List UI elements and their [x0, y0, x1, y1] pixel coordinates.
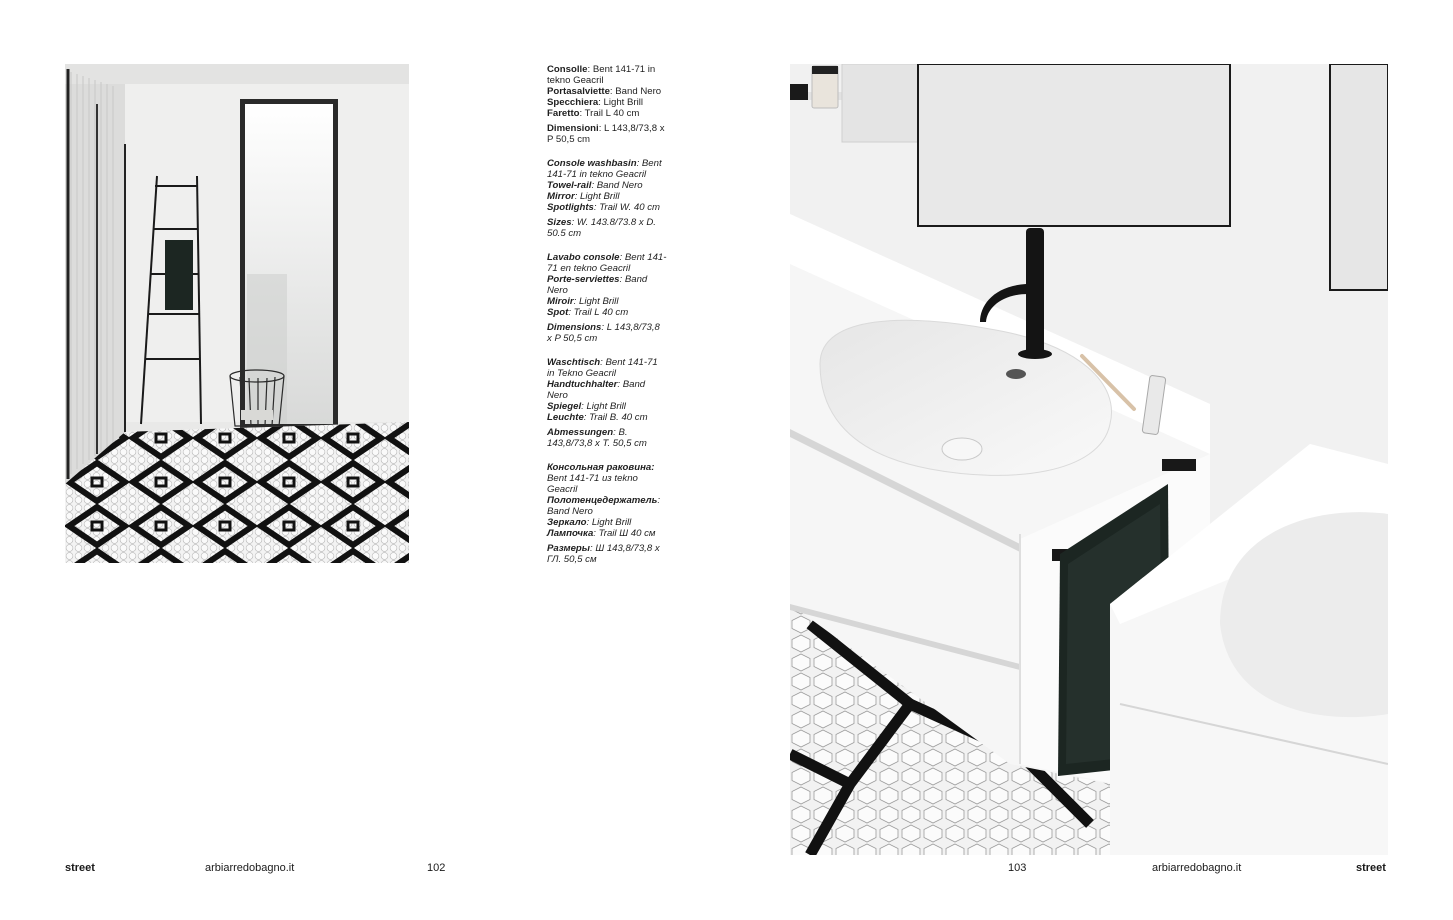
spec-line: [547, 158, 667, 213]
spec-block-de: [547, 357, 667, 449]
spec-line: [547, 357, 667, 423]
spec-value: : Light Brill: [586, 517, 632, 528]
washbasin-photo: [790, 64, 1388, 855]
spec-label: Mirror: [547, 191, 575, 202]
spec-label: Porte-serviettes: [547, 274, 620, 285]
spec-label: Towel-rail: [547, 180, 592, 191]
spec-value: : Band Nero: [547, 274, 648, 296]
spec-block-fr: [547, 252, 667, 344]
spec-label: Зеркало: [547, 517, 587, 528]
left-page-number: 102: [427, 862, 446, 874]
spec-block-it: [547, 64, 667, 145]
spec-label: Consolle: [547, 64, 588, 75]
spec-label: Консольная раковина:: [547, 462, 655, 473]
spec-value: : Trail W. 40 cm: [593, 202, 660, 213]
spec-column: [547, 64, 667, 578]
spec-label: Лампочка: [547, 528, 594, 539]
spec-dimensions: [547, 322, 667, 344]
spec-block-en: [547, 158, 667, 239]
spec-value: : Band Nero: [609, 86, 662, 97]
left-section-label: street: [65, 862, 95, 874]
spec-label: Specchiera: [547, 97, 599, 108]
spec-value: : Ш 143,8/73,8 x ГЛ. 50,5 см: [547, 543, 660, 565]
spec-dimensions: [547, 543, 667, 565]
spec-label: Waschtisch: [547, 357, 601, 368]
spec-value: : Band Nero: [591, 180, 643, 191]
spec-value: : Light Brill: [574, 191, 620, 202]
spec-label: Spiegel: [547, 401, 582, 412]
spec-label: Spot: [547, 307, 569, 318]
spec-value: : Light Brill: [581, 401, 626, 412]
spec-label: Dimensions: [547, 322, 602, 333]
spec-value: : Band Nero: [547, 495, 660, 517]
right-section-label: street: [1356, 862, 1386, 874]
left-website: arbiarredobagno.it: [205, 862, 295, 874]
spec-dimensions: [547, 123, 667, 145]
spec-label: Lavabo console: [547, 252, 620, 263]
spec-label: Faretto: [547, 108, 580, 119]
spec-label: Miroir: [547, 296, 574, 307]
spec-value: : W. 143.8/73.8 x D. 50.5 cm: [547, 217, 656, 239]
spec-dimensions: [547, 427, 667, 449]
spec-value: : Bent 141-71 in tekno Geacril: [547, 64, 656, 86]
spec-value: : Band Nero: [547, 379, 646, 401]
spec-value: : L 143,8/73,8 x P 50,5 cm: [547, 322, 660, 344]
spec-label: Sizes: [547, 217, 572, 228]
spec-value: : Bent 141-71 in tekno Geacril: [547, 158, 662, 180]
spec-line: [547, 462, 667, 539]
spec-label: Console washbasin: [547, 158, 637, 169]
spec-value: : Bent 141-71 in Tekno Geacril: [547, 357, 658, 379]
spec-block-ru: [547, 462, 667, 565]
spec-value: : Trail B. 40 cm: [583, 412, 648, 423]
spec-value: : Trail Ш 40 см: [593, 528, 656, 539]
spec-line: [547, 64, 667, 119]
spec-value: : Light Brill: [598, 97, 643, 108]
spec-line: [547, 252, 667, 318]
spec-label: Dimensioni: [547, 123, 599, 134]
spec-label: Leuchte: [547, 412, 584, 423]
spec-value: : B. 143,8/73,8 x T. 50,5 cm: [547, 427, 647, 449]
spec-label: Размеры: [547, 543, 590, 554]
spec-value: : Bent 141-71 en tekno Geacril: [547, 252, 667, 274]
spec-label: Полотенцедержатель: [547, 495, 658, 506]
right-website: arbiarredobagno.it: [1152, 862, 1242, 874]
spec-value: : Trail L 40 cm: [568, 307, 629, 318]
right-page-number: 103: [1008, 862, 1027, 874]
spec-label: Spotlights: [547, 202, 594, 213]
bathroom-ladder-photo: [65, 64, 409, 563]
spec-label: Handtuchhalter: [547, 379, 618, 390]
spec-value: : Light Brill: [573, 296, 619, 307]
spec-value: : L 143,8/73,8 x P 50,5 cm: [547, 123, 665, 145]
spec-dimensions: [547, 217, 667, 239]
spec-value: : Trail L 40 cm: [579, 108, 640, 119]
spec-value: Bent 141-71 из tekno Geacril: [547, 473, 638, 495]
spec-label: Abmessungen: [547, 427, 614, 438]
spec-label: Portasalviette: [547, 86, 610, 97]
